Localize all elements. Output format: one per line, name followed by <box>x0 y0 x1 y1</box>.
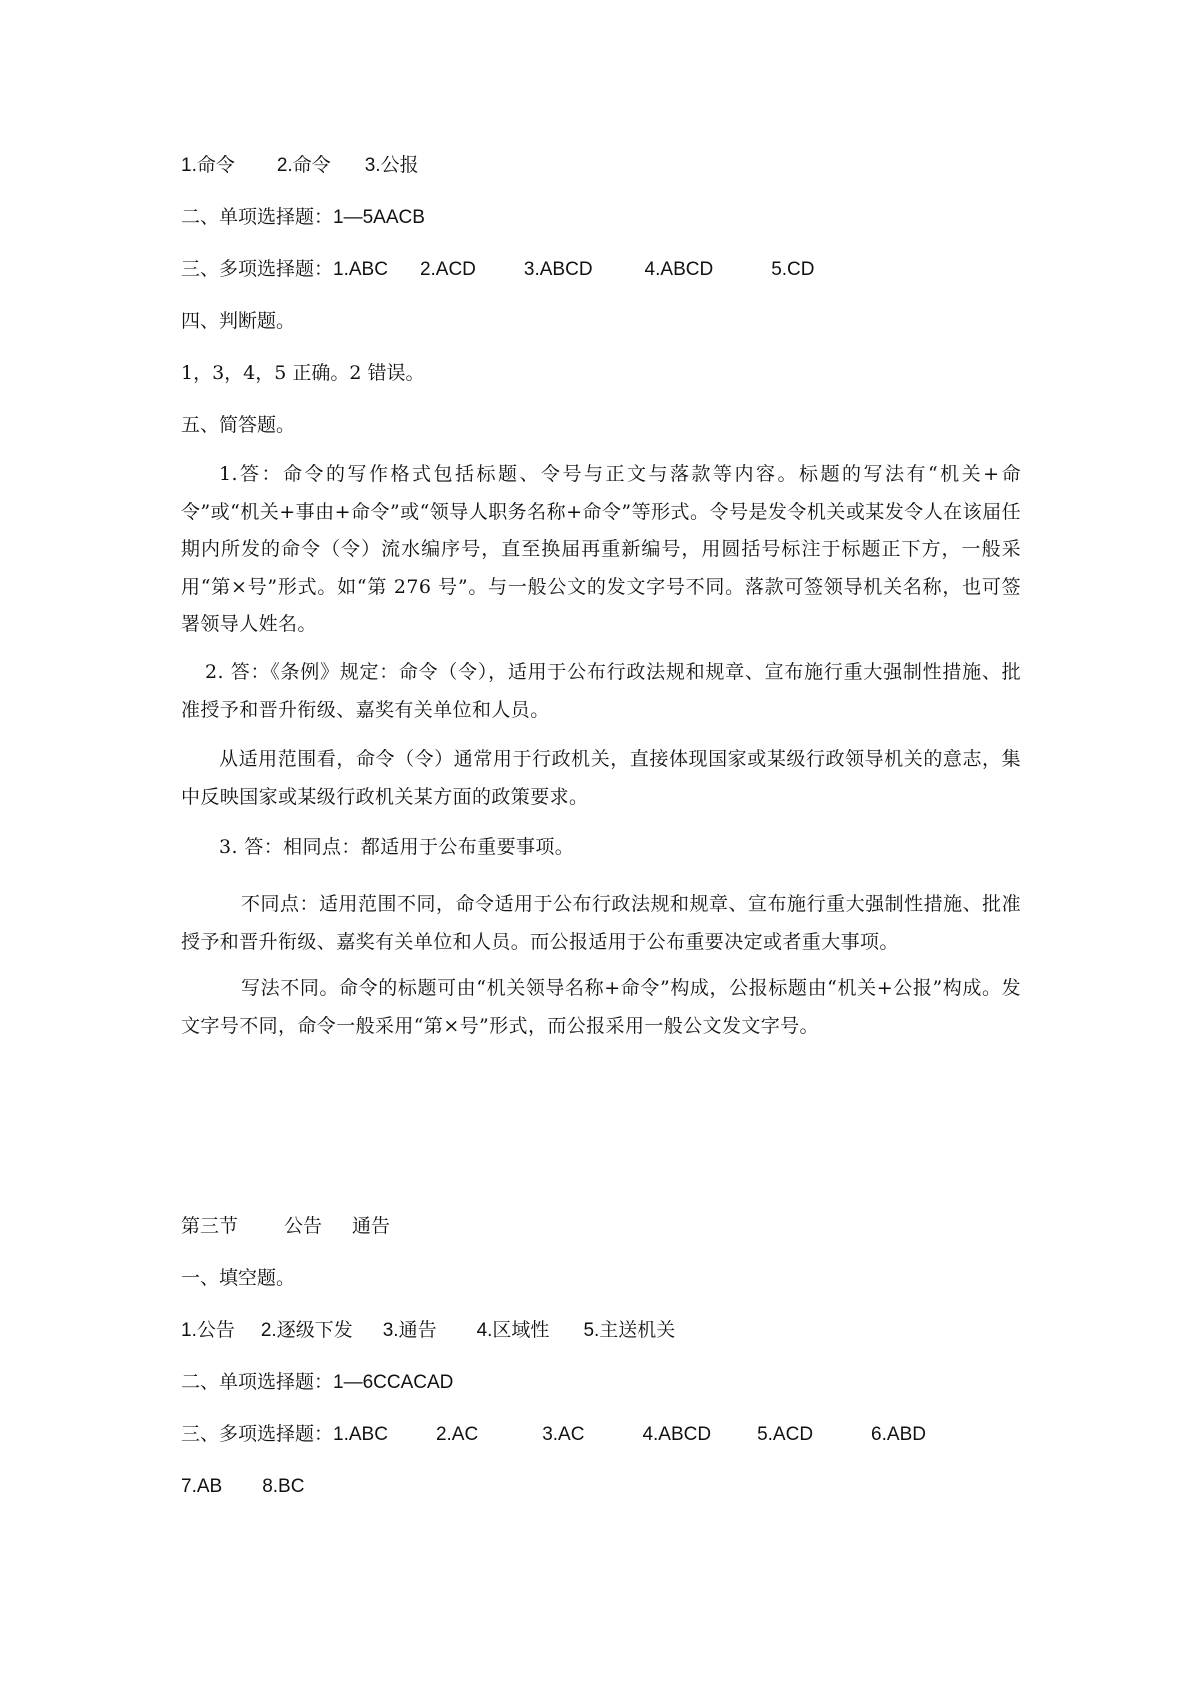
fill-answer: 3.公报 <box>364 155 419 176</box>
fill-answer: 4.区域性 <box>476 1320 550 1341</box>
section-number: 第三节 <box>181 1215 239 1237</box>
single-choice-answer: 1—5AACB <box>333 207 425 228</box>
multi-choice-answer: 4.ABCD <box>642 1424 712 1445</box>
fill-heading: 一、填空题。 <box>181 1267 296 1289</box>
section-topic: 通告 <box>352 1215 391 1237</box>
multi-choice-answer: 1.ABC <box>333 1424 388 1445</box>
fill-answers-line <box>181 1317 675 1344</box>
fill-answer: 2.命令 <box>276 155 331 176</box>
multi-choice-answer: 5.CD <box>771 259 815 280</box>
single-choice-line <box>181 204 425 231</box>
fill-answer: 5.主送机关 <box>583 1320 676 1341</box>
multi-choice-answer: 1.ABC <box>333 259 388 280</box>
multi-choice-answer: 3.AC <box>542 1424 585 1445</box>
multi-choice-answer: 2.AC <box>435 1424 479 1445</box>
multi-choice-answer: 8.BC <box>262 1476 305 1497</box>
short-answer-3-difference: 不同点：适用范围不同，命令适用于公布行政法规和规章、宣布施行重大强制性措施、批准授予和晋升衔级、嘉奖有关单位和人员。而公报适用于公布重要决定或者重大事项。 <box>181 893 1021 953</box>
multi-choice-label: 三、多项选择题： <box>181 258 334 280</box>
fill-answer: 3.通告 <box>382 1320 437 1341</box>
multi-choice-line <box>181 1421 926 1448</box>
multi-choice-answer: 5.ACD <box>757 1424 814 1445</box>
fill-answer: 2.逐级下发 <box>260 1320 353 1341</box>
short-answer-3: 3. 答：相同点：都适用于公布重要事项。 <box>219 836 575 858</box>
short-answer-2: 2. 答：《条例》规定：命令（令），适用于公布行政法规和规章、宣布施行重大强制性措施、批准授予和晋升衔级、嘉奖有关单位和人员。 <box>181 661 1021 721</box>
fill-answers-line <box>181 152 419 179</box>
short-answer-1: 1.答：命令的写作格式包括标题、令号与正文与落款等内容。标题的写法有“机关+命令”或“机关+事由+命令”或“领导人职务名称+命令”等形式。令号是发令机关或某发令人在该届任期内所发的命令（令）流水编序号，直至换届再重新编号，用圆括号标注于标题正下方，一般采用“第×号”形式。如“第 276 号”。与一般公文的发文字号不同。落款可签领导机关名称，也可签署领导人姓名。 <box>181 463 1021 635</box>
multi-choice-label: 三、多项选择题： <box>181 1423 334 1445</box>
multi-choice-answer: 7.AB <box>181 1476 223 1497</box>
multi-choice-line-cont <box>181 1473 304 1500</box>
short-answer-2-scope: 从适用范围看，命令（令）通常用于行政机关，直接体现国家或某级行政领导机关的意志，集中反映国家或某级行政机关某方面的政策要求。 <box>181 748 1021 808</box>
single-choice-label: 二、单项选择题： <box>181 206 334 228</box>
section-topic: 公告 <box>284 1215 323 1237</box>
fill-answer: 1.命令 <box>181 155 235 176</box>
single-choice-label: 二、单项选择题： <box>181 1371 334 1393</box>
multi-choice-answer: 3.ABCD <box>523 259 593 280</box>
judgement-heading: 四、判断题。 <box>181 310 296 332</box>
section-title <box>181 1213 390 1239</box>
fill-answer: 1.公告 <box>181 1320 235 1341</box>
multi-choice-answer: 6.ABD <box>871 1424 926 1445</box>
judgement-answer: 1，3，4，5 正确。2 错误。 <box>181 362 425 384</box>
multi-choice-line <box>181 256 814 283</box>
multi-choice-answer: 2.ACD <box>419 259 476 280</box>
single-choice-line <box>181 1369 453 1396</box>
short-answer-3-writing: 写法不同。命令的标题可由“机关领导名称+命令”构成，公报标题由“机关+公报”构成。发文字号不同，命令一般采用“第×号”形式，而公报采用一般公文发文字号。 <box>181 977 1021 1037</box>
short-answer-heading: 五、简答题。 <box>181 414 296 436</box>
multi-choice-answer: 4.ABCD <box>644 259 714 280</box>
single-choice-answer: 1—6CCACAD <box>333 1372 454 1393</box>
